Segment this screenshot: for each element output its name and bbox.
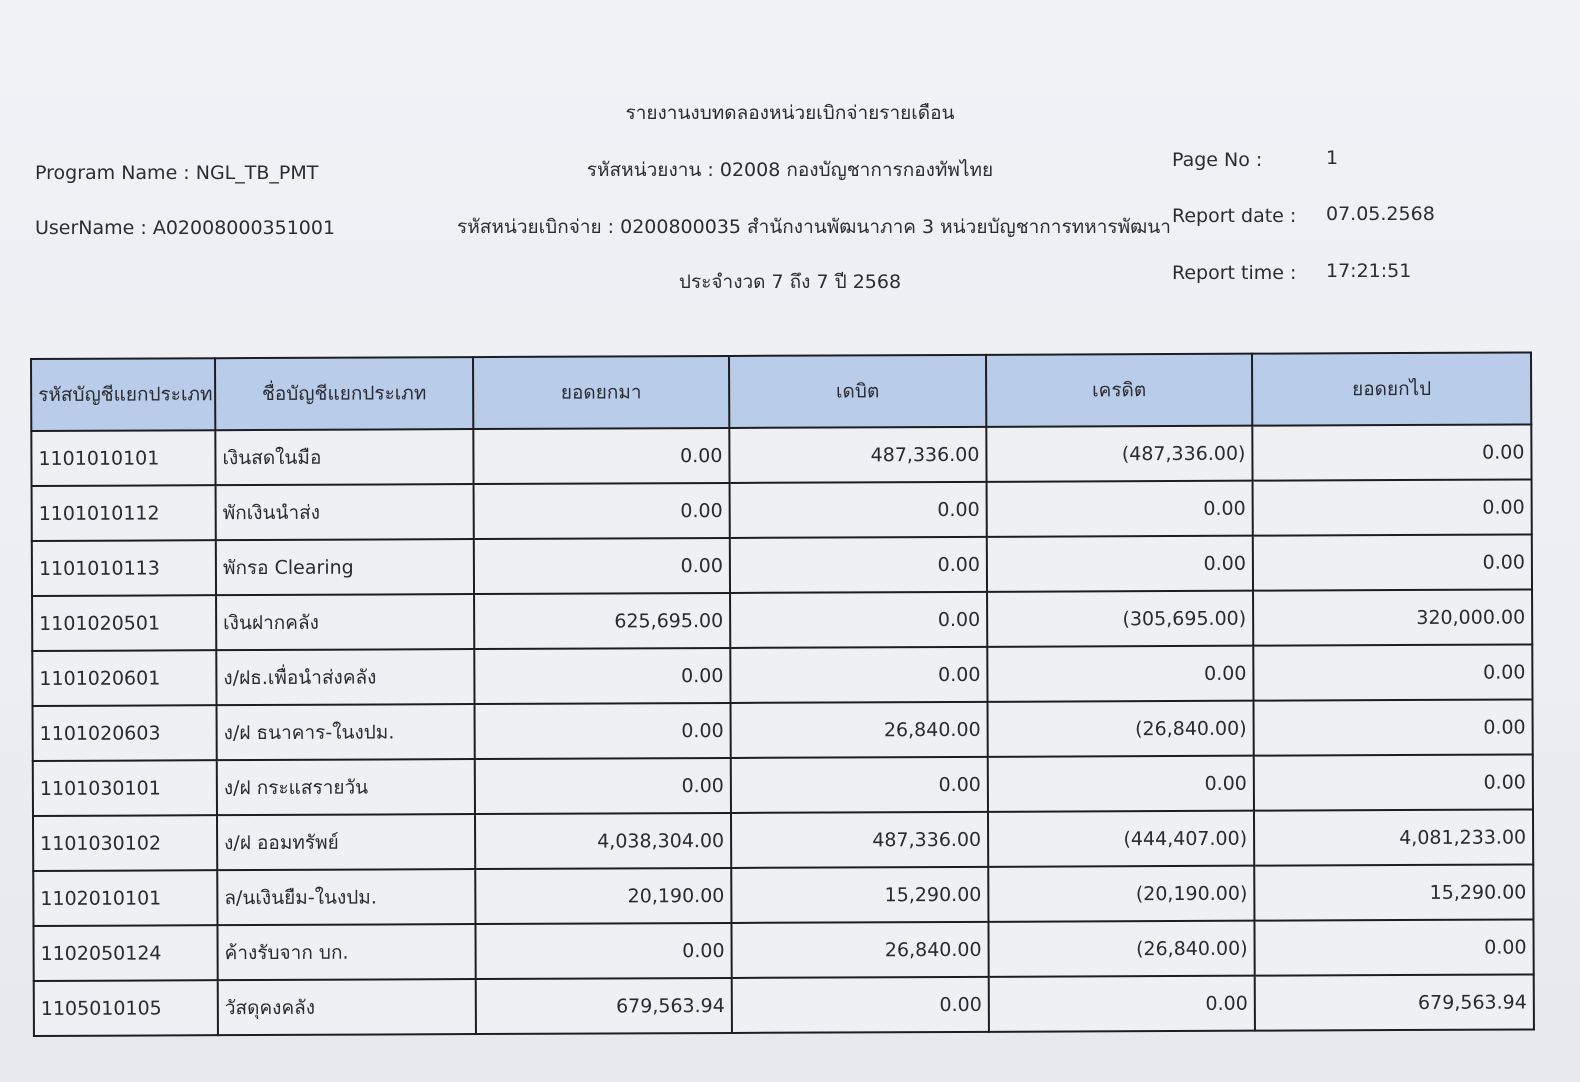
cell-closing-balance: 679,563.94: [1255, 974, 1534, 1030]
table-row: [34, 974, 1534, 1036]
program-name: Program Name : NGL_TB_PMT: [35, 162, 319, 184]
header-opening-balance: ยอดยกมา: [473, 356, 729, 429]
cell-account-name: ง/ฝธ.เพื่อนำส่งคลัง: [216, 649, 474, 705]
cell-opening-balance: 0.00: [474, 648, 730, 704]
cell-opening-balance: 0.00: [475, 758, 731, 814]
cell-closing-balance: 4,081,233.00: [1254, 809, 1533, 865]
header-account-code: รหัสบัญชีแยกประเภท: [31, 358, 215, 431]
cell-opening-balance: 679,563.94: [476, 978, 732, 1034]
report-title: รายงานงบทดลองหน่วยเบิกจ่ายรายเดือน: [625, 102, 955, 124]
cell-credit: (20,190.00): [988, 866, 1254, 922]
cell-account-code: 1101010113: [32, 540, 216, 596]
cell-credit: (26,840.00): [988, 921, 1254, 977]
cell-debit: 487,336.00: [731, 812, 988, 868]
page-no-label: Page No :: [1172, 149, 1263, 171]
trial-balance-table: [30, 351, 1535, 1037]
cell-account-name: ค้างรับจาก บก.: [217, 924, 475, 980]
cell-credit: 0.00: [987, 646, 1253, 702]
cell-account-name: ง/ฝ ธนาคาร-ในงปม.: [217, 704, 475, 760]
cell-opening-balance: 0.00: [474, 538, 730, 594]
table-row: [32, 589, 1532, 651]
cell-opening-balance: 625,695.00: [474, 593, 730, 649]
header-account-name: ชื่อบัญชีแยกประเภท: [215, 357, 473, 430]
cell-opening-balance: 4,038,304.00: [475, 813, 731, 869]
cell-account-code: 1101010101: [31, 430, 215, 486]
cell-credit: (26,840.00): [988, 701, 1254, 757]
cell-account-name: พักรอ Clearing: [216, 539, 474, 595]
cell-credit: (487,336.00): [986, 426, 1252, 482]
cell-closing-balance: 0.00: [1254, 919, 1533, 975]
cell-debit: 0.00: [732, 977, 989, 1033]
cell-account-name: ง/ฝ กระแสรายวัน: [217, 759, 475, 815]
table-row: [33, 754, 1533, 816]
cell-credit: 0.00: [988, 756, 1254, 812]
cell-account-code: 1101030101: [33, 760, 217, 816]
cell-debit: 15,290.00: [731, 867, 988, 923]
cell-account-code: 1102010101: [33, 870, 217, 926]
cell-debit: 0.00: [730, 482, 987, 538]
cell-closing-balance: 0.00: [1253, 644, 1532, 700]
cell-account-code: 1102050124: [33, 925, 217, 981]
cell-credit: 0.00: [987, 481, 1253, 537]
table-row: [33, 919, 1533, 981]
cell-closing-balance: 0.00: [1252, 424, 1531, 480]
report-date-value: 07.05.2568: [1326, 203, 1435, 225]
header-debit: เดบิต: [729, 355, 986, 428]
disbursement-line: รหัสหน่วยเบิกจ่าย : 0200800035 สำนักงานพัฒนาภาค 3 หน่วยบัญชาการทหารพัฒนา: [457, 216, 1171, 238]
header-closing-balance: ยอดยกไป: [1252, 352, 1531, 425]
cell-opening-balance: 0.00: [474, 483, 730, 539]
cell-account-name: พักเงินนำส่ง: [216, 484, 474, 540]
report-date-label: Report date :: [1172, 205, 1297, 227]
cell-account-name: เงินสดในมือ: [215, 429, 473, 485]
table-header-row: [31, 352, 1531, 431]
table-row: [33, 809, 1533, 871]
cell-debit: 0.00: [730, 592, 987, 648]
cell-debit: 26,840.00: [731, 702, 988, 758]
cell-account-code: 1101020603: [33, 705, 217, 761]
cell-debit: 0.00: [731, 757, 988, 813]
report-time-value: 17:21:51: [1326, 260, 1412, 282]
cell-credit: 0.00: [989, 976, 1255, 1032]
cell-closing-balance: 0.00: [1253, 479, 1532, 535]
cell-account-name: วัสดุคงคลัง: [218, 979, 476, 1035]
cell-opening-balance: 0.00: [475, 703, 731, 759]
cell-credit: 0.00: [987, 536, 1253, 592]
cell-account-name: เงินฝากคลัง: [216, 594, 474, 650]
cell-debit: 26,840.00: [731, 922, 988, 978]
cell-account-code: 1105010105: [34, 980, 218, 1036]
cell-account-code: 1101030102: [33, 815, 217, 871]
cell-debit: 0.00: [730, 537, 987, 593]
cell-closing-balance: 0.00: [1254, 699, 1533, 755]
cell-opening-balance: 20,190.00: [475, 868, 731, 924]
cell-closing-balance: 0.00: [1254, 754, 1533, 810]
cell-account-name: ง/ฝ ออมทรัพย์: [217, 814, 475, 870]
cell-account-name: ล/นเงินยืม-ในงปม.: [217, 869, 475, 925]
report-time-label: Report time :: [1172, 262, 1297, 284]
cell-closing-balance: 15,290.00: [1254, 864, 1533, 920]
table-row: [32, 644, 1532, 706]
cell-credit: (444,407.00): [988, 811, 1254, 867]
cell-account-code: 1101020601: [32, 650, 216, 706]
cell-credit: (305,695.00): [987, 591, 1253, 647]
cell-debit: 487,336.00: [729, 427, 986, 483]
table-row: [31, 424, 1531, 486]
cell-closing-balance: 0.00: [1253, 534, 1532, 590]
table-row: [32, 479, 1532, 541]
cell-opening-balance: 0.00: [473, 428, 729, 484]
header-credit: เครดิต: [986, 354, 1252, 427]
page-no-value: 1: [1326, 147, 1339, 169]
cell-account-code: 1101010112: [32, 485, 216, 541]
cell-account-code: 1101020501: [32, 595, 216, 651]
table-row: [32, 534, 1532, 596]
table-row: [33, 864, 1533, 926]
cell-closing-balance: 320,000.00: [1253, 589, 1532, 645]
period-line: ประจำงวด 7 ถึง 7 ปี 2568: [678, 271, 902, 293]
cell-opening-balance: 0.00: [475, 923, 731, 979]
table-row: [33, 699, 1533, 761]
user-name: UserName : A02008000351001: [35, 217, 336, 239]
cell-debit: 0.00: [730, 647, 987, 703]
unit-line: รหัสหน่วยงาน : 02008 กองบัญชาการกองทัพไทย: [586, 159, 994, 181]
